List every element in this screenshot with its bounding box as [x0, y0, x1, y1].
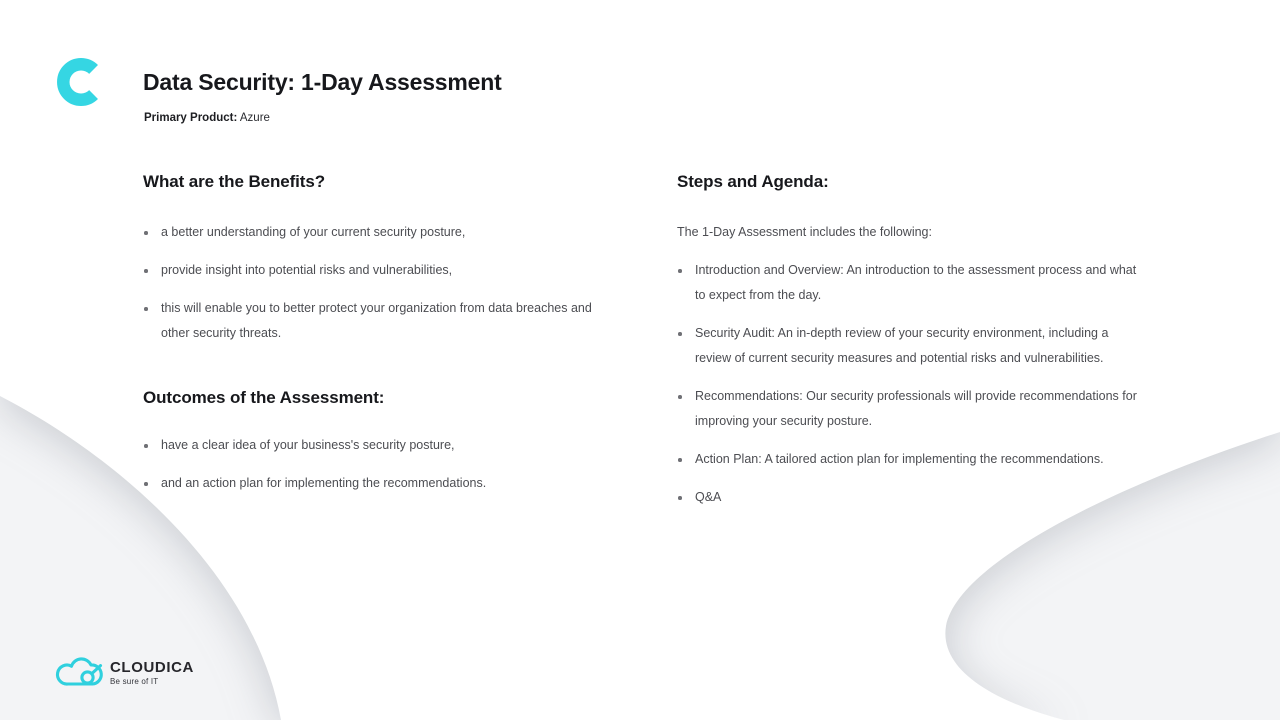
list-item: [677, 321, 1147, 371]
footer-brand-text: [110, 660, 194, 687]
bullet-text: a better understanding of your current security posture,: [161, 225, 466, 239]
bullet-text: Q&A: [695, 490, 722, 504]
primary-product-line: [144, 111, 270, 126]
right-column: [677, 171, 1147, 523]
bullet-text: Action Plan: A tailored action plan for implementing the recommendations.: [695, 452, 1104, 466]
footer-brand: [54, 650, 194, 694]
list-item: [677, 384, 1147, 434]
primary-product-label: Primary Product:: [144, 112, 238, 124]
bullet-text: Recommendations: Our security professionals will provide recommendations for improving your security posture.: [695, 389, 1137, 428]
bullet-icon: [144, 307, 148, 311]
bullet-icon: [144, 444, 148, 448]
bullet-icon: [678, 332, 682, 336]
list-item: [143, 471, 613, 496]
bullet-text: Introduction and Overview: An introduction to the assessment process and what to expect from the day.: [695, 263, 1137, 302]
bullet-text: this will enable you to better protect your organization from data breaches and other security threats.: [161, 301, 592, 340]
company-logo-c-icon: [57, 56, 105, 108]
bullet-icon: [678, 496, 682, 500]
cloudica-cloud-icon: [54, 650, 106, 694]
list-item: [677, 485, 1147, 510]
left-column: [143, 171, 613, 509]
bullet-text: and an action plan for implementing the recommendations.: [161, 476, 487, 490]
page-title: Data Security: 1-Day Assessment: [143, 69, 502, 95]
bullet-text: provide insight into potential risks and vulnerabilities,: [161, 263, 453, 277]
list-item: [677, 258, 1147, 308]
bullet-text: have a clear idea of your business's security posture,: [161, 438, 455, 452]
bullet-text: Security Audit: An in-depth review of your security environment, including a review of current security measures and potential risks and vulnerabilities.: [695, 326, 1109, 365]
list-item: [143, 220, 613, 245]
benefits-heading: What are the Benefits?: [143, 172, 325, 191]
steps-intro: The 1-Day Assessment includes the following:: [677, 225, 932, 239]
list-item: [143, 296, 613, 346]
list-item: [143, 258, 613, 283]
bullet-icon: [144, 231, 148, 235]
bullet-icon: [678, 395, 682, 399]
outcomes-heading: Outcomes of the Assessment:: [143, 388, 385, 407]
bullet-icon: [144, 269, 148, 273]
bullet-icon: [144, 482, 148, 486]
footer-tagline: Be sure of IT: [110, 677, 159, 686]
footer-brand-name: CLOUDICA: [110, 659, 194, 676]
bullet-icon: [678, 269, 682, 273]
bullet-icon: [678, 458, 682, 462]
list-item: [143, 433, 613, 458]
steps-heading: Steps and Agenda:: [677, 172, 829, 191]
list-item: [677, 447, 1147, 472]
primary-product-value: Azure: [239, 112, 270, 124]
